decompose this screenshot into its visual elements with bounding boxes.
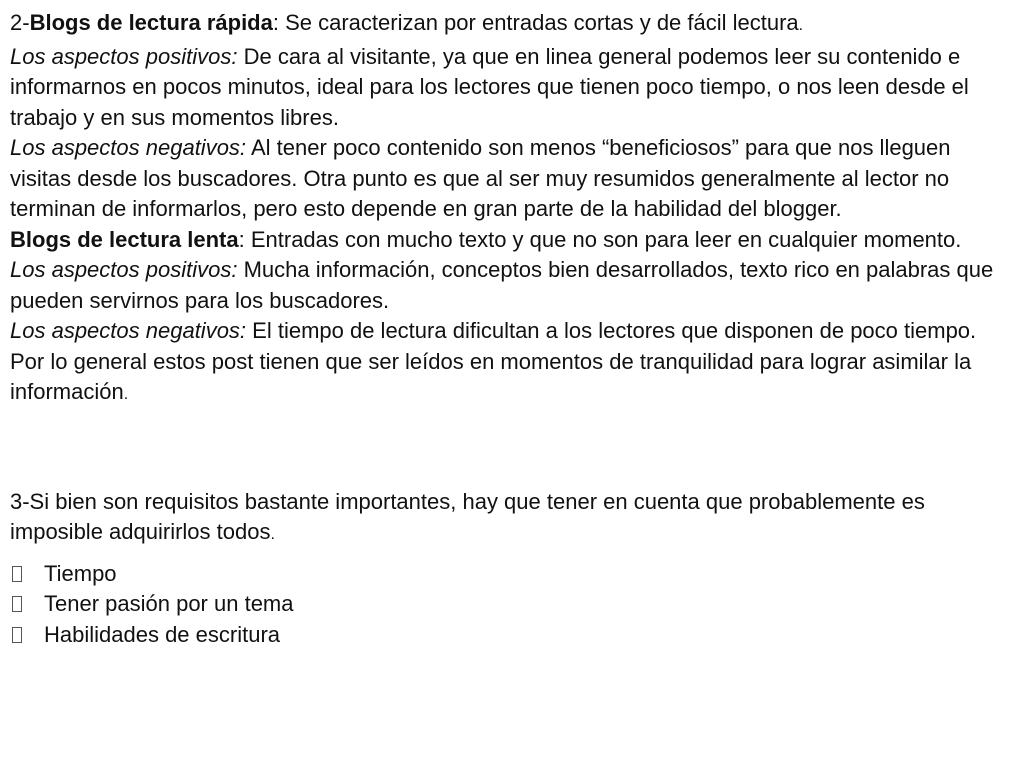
list-item [10,620,1014,651]
fast-reading-blogs-title: Blogs de lectura rápida [29,10,273,35]
slow-reading-positive-aspects [10,255,1014,316]
section-3-intro [10,487,1014,551]
document-page [10,8,1014,650]
slow-negative-aspects-label: Los aspectos negativos: [10,318,247,343]
section-3-intro-period: . [270,526,275,543]
bullet-box-icon [12,566,22,582]
fast-reading-blogs-period: . [798,17,804,34]
slow-negative-aspects-text: El tiempo de lectura dificultan a los lectores que disponen de poco tiempo. Por lo general estos post tienen que ser leídos en momentos de tranquilidad para lograr asimilar la información [10,318,977,404]
section-2-heading [10,8,1014,42]
requirements-list [10,559,1014,651]
negative-aspects-text: Al tener poco contenido son menos “beneficiosos” para que nos lleguen visitas desde los buscadores. Otra punto es que al ser muy resumidos generalmente al lector no terminan de informarlos, pero esto depende en gran parte de la habilidad del blogger. [10,135,951,221]
section-spacer [10,411,1014,487]
slow-positive-aspects-label: Los aspectos positivos: [10,257,238,282]
positive-aspects-text: De cara al visitante, ya que en linea general podemos leer su contenido e informarnos en pocos minutos, ideal para los lectores que tienen poco tiempo, o nos leen desde el trabajo y en sus momentos libres. [10,43,969,130]
slow-positive-aspects-text: Mucha información, conceptos bien desarrollados, texto rico en palabras que pueden servirnos para los buscadores. [10,257,994,313]
positive-aspects-label: Los aspectos positivos: [10,43,238,69]
slow-negative-aspects-period: . [123,386,129,403]
section-3-intro-text: 3-Si bien son requisitos bastante importantes, hay que tener en cuenta que probablemente es imposible adquirirlos todos [10,488,925,544]
slow-reading-blogs-heading [10,225,1014,256]
section-2-number: 2- [10,10,30,35]
list-item-text: Habilidades de escritura [44,621,281,647]
slow-reading-negative-aspects [10,316,1014,411]
slow-reading-blogs-description: : Entradas con mucho texto y que no son para leer en cualquier momento. [238,226,962,252]
list-item [10,589,1014,620]
slow-reading-blogs-title: Blogs de lectura lenta [10,226,239,252]
list-item [10,559,1014,590]
list-item-text: Tiempo [44,560,117,586]
bullet-box-icon [12,596,22,612]
list-item-text: Tener pasión por un tema [44,591,294,616]
fast-reading-positive-aspects [10,42,1014,134]
negative-aspects-label: Los aspectos negativos: [10,135,247,160]
fast-reading-blogs-description: : Se caracterizan por entradas cortas y de fácil lectura [272,10,799,35]
bullet-box-icon [12,627,22,643]
fast-reading-negative-aspects [10,133,1014,225]
